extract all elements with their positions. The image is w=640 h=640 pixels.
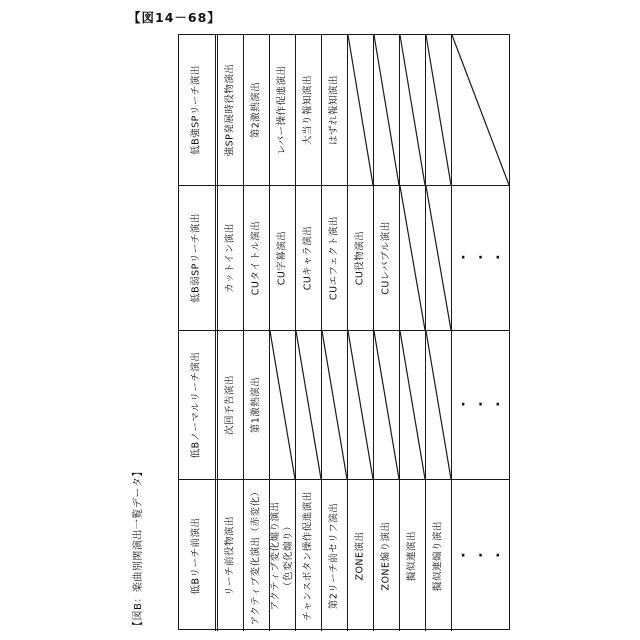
diagonal-line-icon (374, 35, 399, 185)
rotated-data-table (178, 34, 513, 630)
cell-label: CUエフェクト演出 (328, 215, 340, 301)
cell-label: 第1激熱演出 (250, 376, 262, 434)
data-cell (244, 35, 270, 185)
diagonal-line-icon (400, 186, 425, 330)
cell-label: チャンスボタン操作促進演出 (302, 490, 314, 621)
cell-label: 第2リーチ前セリフ演出 (328, 502, 340, 609)
data-cell (322, 186, 348, 330)
data-cell (218, 331, 244, 479)
cell-label: CUタイトル演出 (250, 220, 262, 296)
diagonal-line-icon (348, 331, 373, 479)
cell-label: ZONE演出 (354, 530, 366, 581)
row-header-label: 低B強SPリーチ演出 (190, 65, 202, 155)
empty-diagonal-cell (322, 331, 348, 479)
diagonal-line-icon (400, 331, 425, 479)
row-header-label: 低Bノーマルリーチ演出 (190, 351, 202, 459)
row-header-cell (179, 480, 218, 631)
data-cell (374, 480, 400, 631)
diagonal-line-icon (322, 331, 347, 479)
cell-label: アクティブ変化演出（赤変化） (250, 486, 262, 625)
row-header-cell (179, 331, 218, 479)
row-header-label: 低B弱SPリーチ演出 (190, 213, 202, 303)
side-caption-label: 【図B：楽曲別関演出一覧データ】 (133, 466, 144, 631)
empty-diagonal-cell (452, 35, 509, 185)
table-section-row (179, 35, 509, 186)
diagonal-line-icon (270, 331, 295, 479)
data-cell (244, 186, 270, 330)
data-cell (218, 186, 244, 330)
ellipsis-dots: ··· (460, 397, 513, 413)
empty-diagonal-cell (348, 35, 374, 185)
diagonal-line-icon (426, 186, 451, 330)
table-section-row (179, 331, 513, 480)
cell-label: カットイン演出 (224, 223, 236, 293)
row-header-cell (179, 186, 218, 330)
row-header-label: 低Bリーチ前演出 (190, 516, 202, 595)
empty-diagonal-cell (270, 331, 296, 479)
cell-label: CU字幕演出 (276, 230, 288, 286)
ellipsis-cell (452, 331, 513, 479)
cell-label: 第2激熱演出 (250, 81, 262, 139)
data-cell (322, 480, 348, 631)
diagonal-line-icon (426, 35, 451, 185)
cell-label: リーチ前役物演出 (224, 515, 236, 596)
empty-diagonal-cell (374, 35, 400, 185)
empty-diagonal-cell (296, 331, 322, 479)
row-header-cell (179, 35, 218, 185)
empty-diagonal-cell (400, 331, 426, 479)
ellipsis-cell (452, 480, 513, 631)
cell-label: 強SP発展時役物演出 (224, 63, 236, 157)
empty-diagonal-cell (374, 331, 400, 479)
ellipsis-dots: ··· (460, 547, 513, 564)
data-cell (218, 35, 244, 185)
cell-label: 大当り報知演出 (302, 74, 314, 146)
data-cell (270, 186, 296, 330)
data-cell (348, 480, 374, 631)
cell-label: ZONE煽り演出 (380, 520, 392, 591)
data-cell (296, 480, 322, 631)
cell-label: レバー操作促進演出 (276, 65, 288, 155)
diagonal-line-icon (452, 35, 509, 185)
data-cell (218, 480, 244, 631)
data-cell (296, 35, 322, 185)
table-section-row (179, 186, 513, 331)
diagonal-line-icon (400, 35, 425, 185)
table-section-row (179, 480, 513, 631)
cell-label: アクティブ変化煽り演出 （色変化煽り） (269, 501, 294, 610)
cell-label: CUキャラ演出 (302, 225, 314, 291)
data-cell (322, 35, 348, 185)
cell-label: はずれ報知演出 (328, 74, 340, 146)
data-cell (400, 480, 426, 631)
data-cell (296, 186, 322, 330)
cell-label: 擬似連煽り演出 (432, 520, 444, 591)
data-cell (270, 480, 296, 631)
diagonal-line-icon (426, 331, 451, 479)
cell-label: 次回予告演出 (224, 374, 236, 436)
empty-diagonal-cell (400, 186, 426, 330)
empty-diagonal-cell (348, 331, 374, 479)
diagonal-line-icon (374, 331, 399, 479)
cell-label: CU役物演出 (354, 230, 366, 286)
diagonal-line-icon (348, 35, 373, 185)
ellipsis-cell (452, 186, 513, 330)
empty-diagonal-cell (426, 35, 452, 185)
figure-number-label: 【図14－68】 (128, 10, 221, 25)
data-cell (244, 331, 270, 479)
data-cell (270, 35, 296, 185)
data-cell (374, 186, 400, 330)
cell-label: 擬似連演出 (406, 530, 418, 581)
empty-diagonal-cell (400, 35, 426, 185)
cell-label: CUレバブル演出 (380, 221, 392, 295)
data-cell (348, 186, 374, 330)
ellipsis-dots: ··· (460, 250, 513, 266)
data-cell (244, 480, 270, 631)
diagonal-line-icon (296, 331, 321, 479)
